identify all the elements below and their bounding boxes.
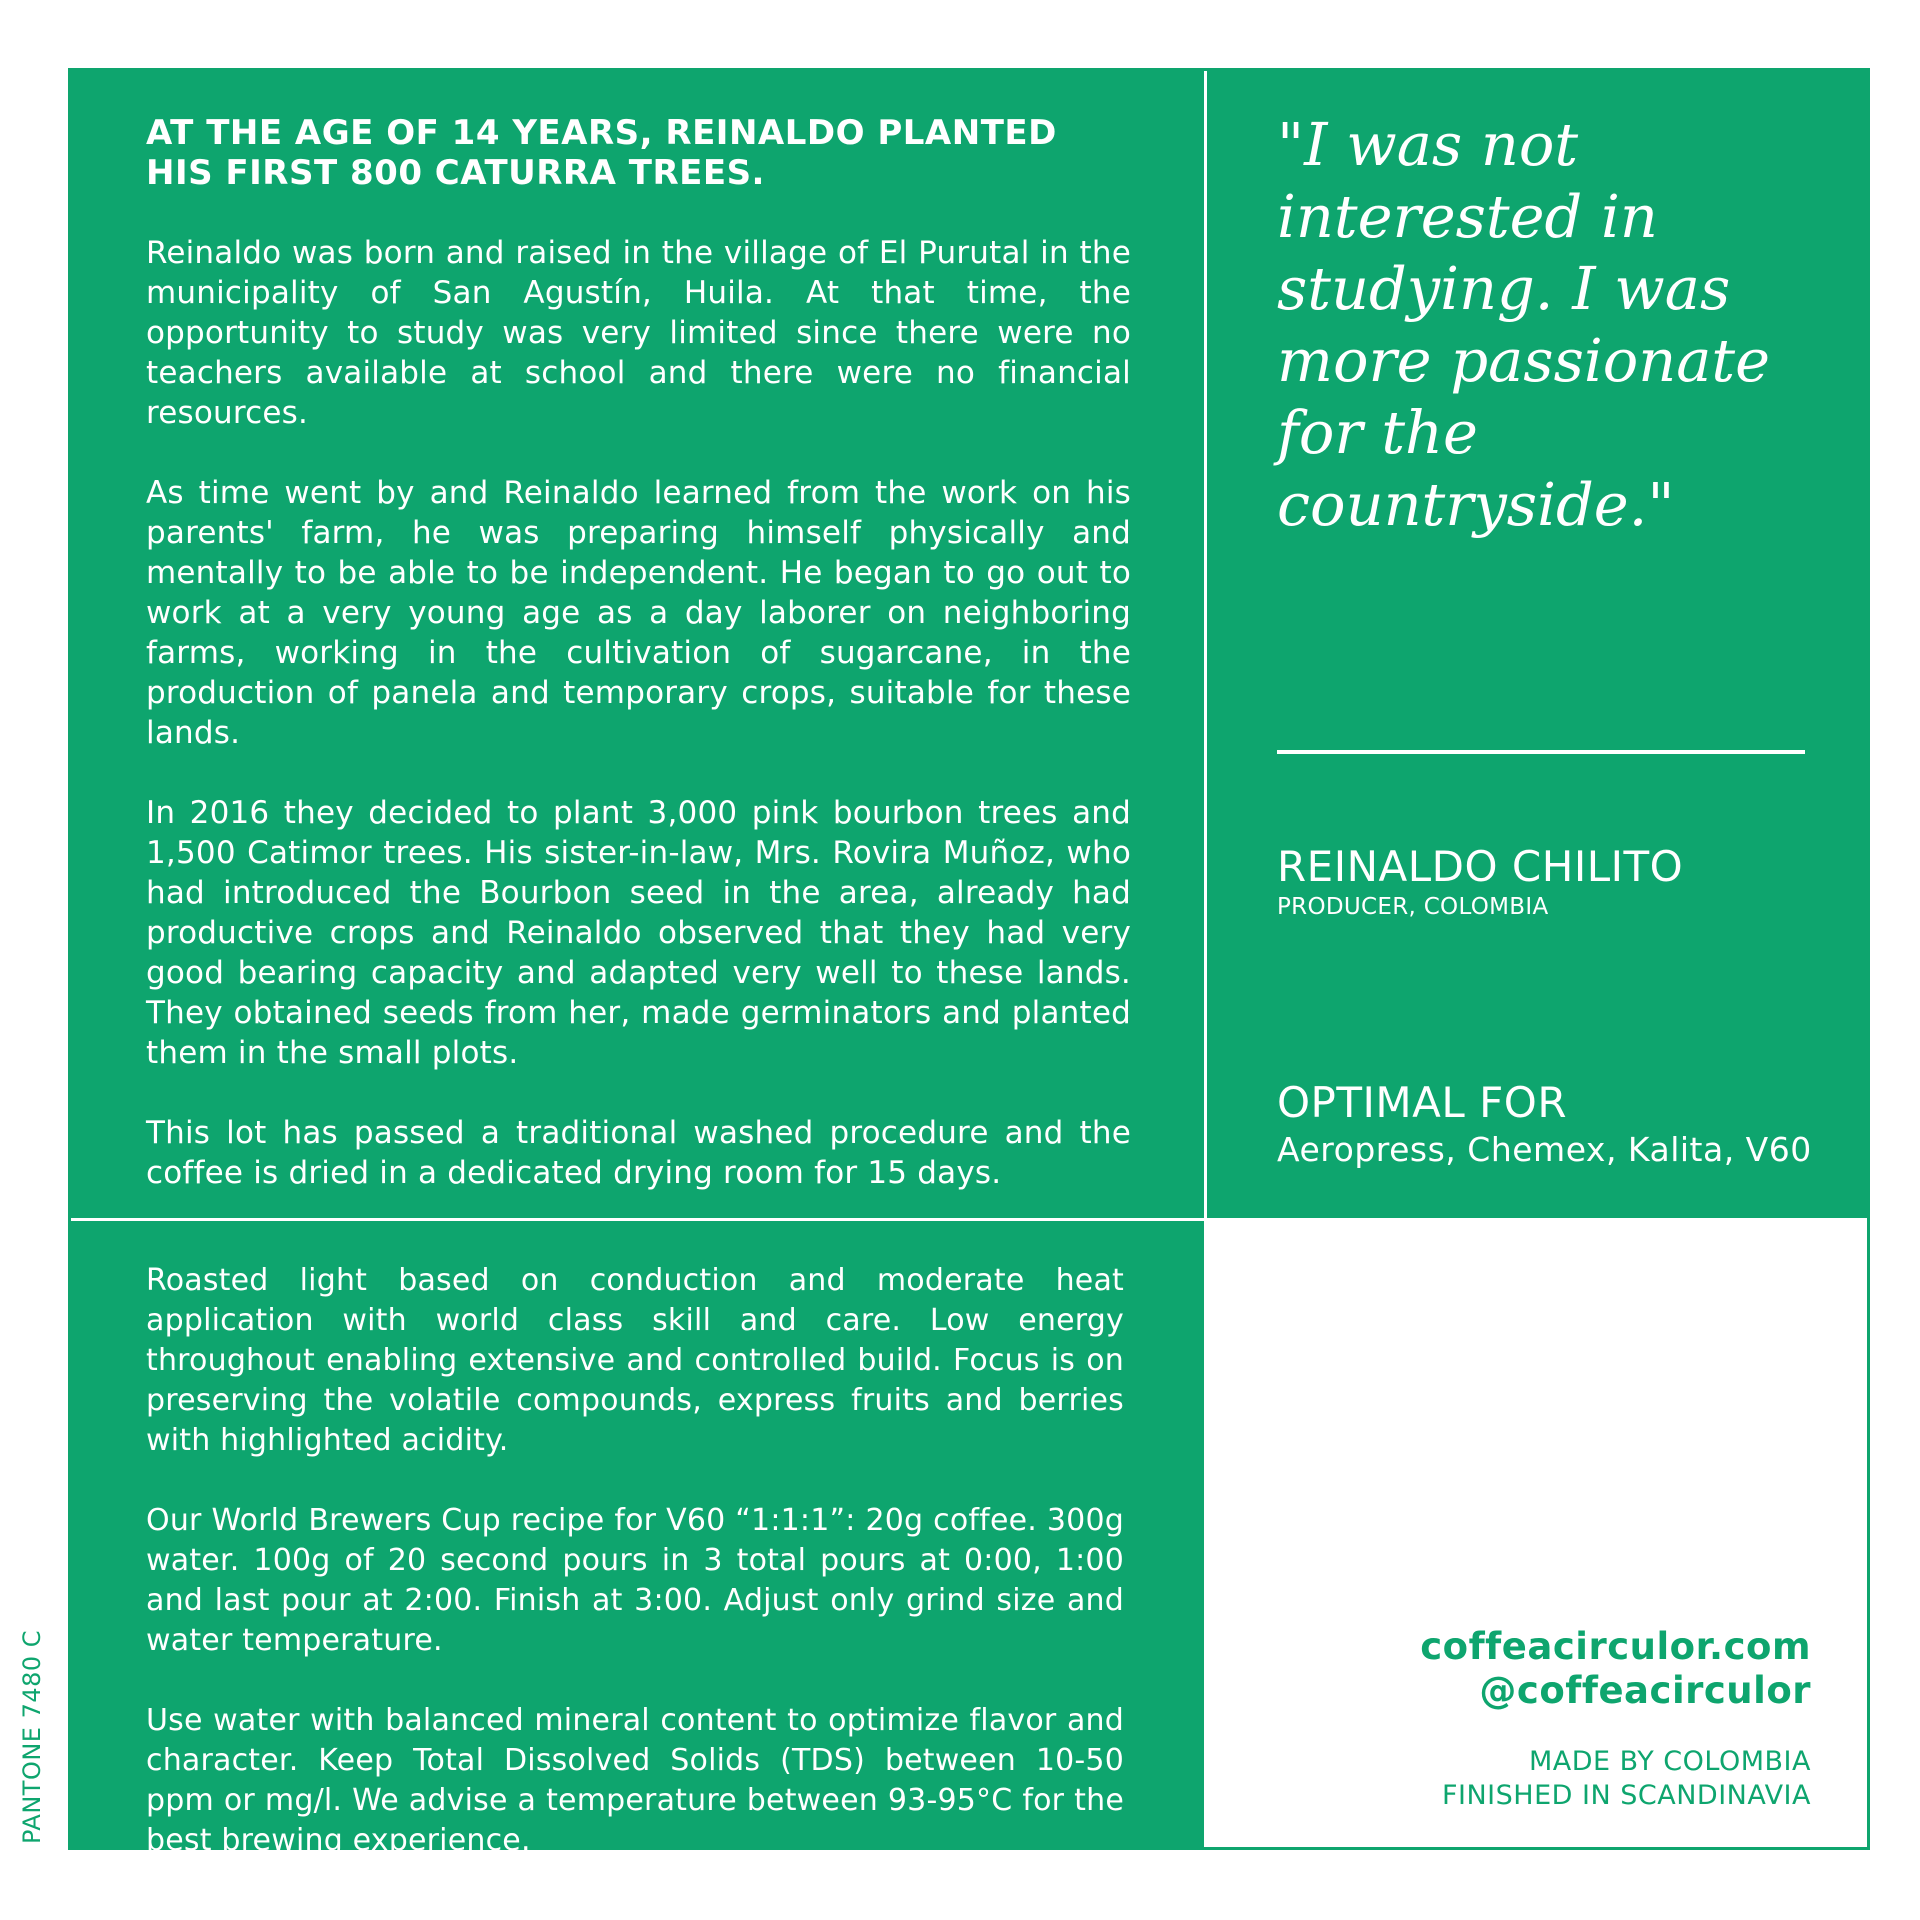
brand-contacts [1420, 1625, 1811, 1713]
producer-role: PRODUCER, COLOMBIA [1277, 894, 1549, 920]
brew-panel [71, 1221, 1204, 1858]
quote-panel [1207, 71, 1867, 1218]
story-paragraph-4: This lot has passed a traditional washed procedure and the coffee is dried in a dedicated drying room for 15 days. [146, 1115, 1131, 1191]
social-handle[interactable]: @coffeacirculor [1479, 1669, 1811, 1712]
origin-info [1442, 1745, 1811, 1813]
pantone-code: PANTONE 7480 C [18, 1629, 46, 1844]
roast-paragraph: Roasted light based on conduction and moderate heat application with world class skill and care. Low energy throughout enabling extensive and controlled build. Focus is on preserving the volatile compounds, express fruits and berries with highlighted acidity. [146, 1263, 1124, 1458]
coffee-label [68, 68, 1870, 1858]
website-link[interactable]: coffeacirculor.com [1420, 1625, 1811, 1668]
made-by-text: MADE BY COLOMBIA [1528, 1746, 1811, 1777]
recipe-paragraph: Our World Brewers Cup recipe for V60 “1:1:1”: 20g coffee. 300g water. 100g of 20 second pours in 3 total pours at 0:00, 1:00 and last pour at 2:00. Finish at 3:00. Adjust only grind size and water temperature. [146, 1503, 1124, 1658]
story-paragraph-1: Reinaldo was born and raised in the village of El Purutal in the municipality of San Agustín, Huila. At that time, the opportunity to study was very limited since there were no teachers available at school and there were no financial resources. [146, 235, 1131, 431]
story-paragraph-3: In 2016 they decided to plant 3,000 pink bourbon trees and 1,500 Catimor trees. His sister-in-law, Mrs. Rovira Muñoz, who had introduced the Bourbon seed in the area, already had productive crops and Reinaldo observed that they had very good bearing capacity and adapted very well to these lands. They obtained seeds from her, made germinators and planted them in the small plots. [146, 795, 1131, 1071]
brew-text [146, 1261, 1124, 1901]
producer-quote: "I was not interested in studying. I was more passionate for the countryside." [1277, 110, 1771, 539]
vertical-divider [1204, 71, 1207, 1847]
story-heading: AT THE AGE OF 14 YEARS, REINALDO PLANTED HIS FIRST 800 CATURRA TREES. [146, 113, 1057, 193]
quote-divider [1277, 750, 1805, 754]
horizontal-divider [71, 1218, 1867, 1221]
water-paragraph: Use water with balanced mineral content to optimize flavor and character. Keep Total Dissolved Solids (TDS) between 10-50 ppm or mg/l. We advise a temperature between 93-95°C for the best brewing experience. [146, 1703, 1124, 1858]
brand-panel [1207, 1221, 1867, 1847]
story-paragraph-2: As time went by and Reinaldo learned from the work on his parents' farm, he was preparing himself physically and mentally to be able to be independent. He began to go out to work at a very young age as a day laborer on neighboring farms, working in the cultivation of sugarcane, in the production of panela and temporary crops, suitable for these lands. [146, 475, 1131, 751]
story-panel [71, 71, 1204, 1218]
finished-in-text: FINISHED IN SCANDINAVIA [1441, 1780, 1811, 1811]
producer-name: REINALDO CHILITO [1277, 842, 1684, 891]
story-text [146, 113, 1131, 1233]
optimal-for-methods: Aeropress, Chemex, Kalita, V60 [1277, 1130, 1812, 1169]
optimal-for-title: OPTIMAL FOR [1277, 1078, 1568, 1127]
